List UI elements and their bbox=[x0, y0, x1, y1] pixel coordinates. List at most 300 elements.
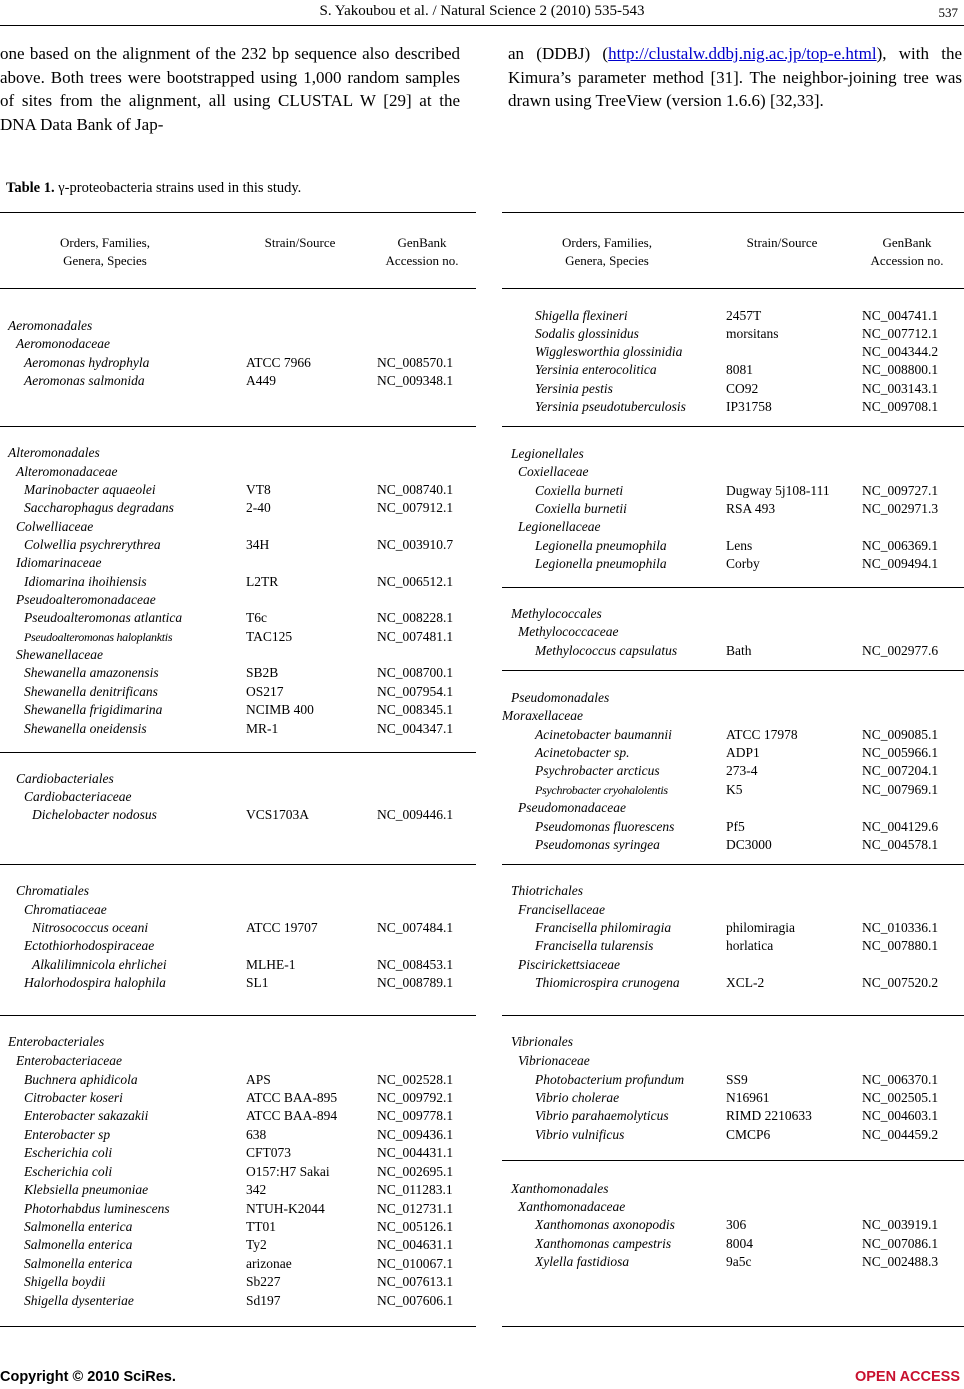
page-number: 537 bbox=[938, 5, 958, 20]
accession-number: NC_005126.1 bbox=[377, 1219, 454, 1234]
table-row bbox=[0, 683, 476, 701]
strain-source: NTUH-K2044 bbox=[246, 1201, 325, 1216]
col-header-genbank-line1: GenBank bbox=[882, 235, 932, 250]
table-row bbox=[502, 605, 964, 623]
strain-source: OS217 bbox=[246, 684, 284, 699]
species-name: Vibrio vulnificus bbox=[535, 1127, 625, 1142]
strain-source: 2457T bbox=[726, 308, 762, 323]
species-name: Shewanella amazonensis bbox=[24, 665, 159, 680]
species-name: Salmonella enterica bbox=[24, 1237, 133, 1252]
table-row bbox=[0, 646, 476, 664]
accession-number: NC_009446.1 bbox=[377, 807, 454, 822]
table-caption-text: γ-proteobacteria strains used in this study. bbox=[54, 180, 302, 196]
taxon-group-name: Legionellaceae bbox=[518, 519, 601, 534]
table-row bbox=[0, 1181, 476, 1199]
accession-number: NC_004459.2 bbox=[862, 1127, 939, 1142]
strain-source: 306 bbox=[726, 1217, 747, 1232]
accession-number: NC_007481.1 bbox=[377, 629, 454, 644]
species-name: Acinetobacter sp. bbox=[535, 745, 630, 760]
strain-source: RIMD 2210633 bbox=[726, 1108, 812, 1123]
taxon-group-name: Moraxellaceae bbox=[502, 708, 583, 723]
accession-number: NC_007880.1 bbox=[862, 938, 939, 953]
col-header-genbank-line2: Accession no. bbox=[385, 253, 459, 268]
strain-source: IP31758 bbox=[726, 399, 772, 414]
taxon-group-name: Chromatiales bbox=[16, 883, 90, 898]
table-row bbox=[502, 1216, 964, 1234]
accession-number: NC_009778.1 bbox=[377, 1108, 454, 1123]
accession-number: NC_007484.1 bbox=[377, 920, 454, 935]
strain-source: MR-1 bbox=[246, 721, 279, 736]
strain-source: Ty2 bbox=[246, 1237, 267, 1252]
table-row bbox=[0, 1292, 476, 1310]
table-top-rule bbox=[502, 212, 964, 213]
strain-source: horlatica bbox=[726, 938, 774, 953]
table-row bbox=[0, 1236, 476, 1254]
accession-number: NC_006370.1 bbox=[862, 1072, 939, 1087]
strain-source: CFT073 bbox=[246, 1145, 292, 1160]
species-name: Escherichia coli bbox=[24, 1164, 113, 1179]
table-row bbox=[0, 901, 476, 919]
table-row bbox=[0, 536, 476, 554]
accession-number: NC_005966.1 bbox=[862, 745, 939, 760]
table-caption bbox=[6, 180, 301, 197]
accession-number: NC_008228.1 bbox=[377, 610, 454, 625]
accession-number: NC_008740.1 bbox=[377, 482, 454, 497]
section-rule bbox=[502, 670, 964, 671]
col-header-taxon-line2: Genera, Species bbox=[565, 253, 649, 268]
species-name: Legionella pneumophila bbox=[535, 538, 667, 553]
species-name: Shewanella oneidensis bbox=[24, 721, 147, 736]
table-row bbox=[502, 762, 964, 780]
accession-number: NC_004578.1 bbox=[862, 837, 939, 852]
clustalw-link[interactable]: http://clustalw.ddbj.nig.ac.jp/top-e.html bbox=[608, 44, 877, 63]
accession-number: NC_002505.1 bbox=[862, 1090, 939, 1105]
accession-number: NC_004347.1 bbox=[377, 721, 454, 736]
strain-source: DC3000 bbox=[726, 837, 772, 852]
species-name: Yersinia pseudotuberculosis bbox=[535, 399, 686, 414]
taxon-group-name: Coxiellaceae bbox=[518, 464, 589, 479]
species-name: Shigella boydii bbox=[24, 1274, 106, 1289]
table-row bbox=[502, 361, 964, 379]
table-row bbox=[502, 882, 964, 900]
strain-source: 8081 bbox=[726, 362, 753, 377]
table-row bbox=[502, 1198, 964, 1216]
table-row bbox=[0, 372, 476, 390]
table-row bbox=[502, 642, 964, 660]
accession-number: NC_012731.1 bbox=[377, 1201, 454, 1216]
species-name: Coxiella burneti bbox=[535, 483, 624, 498]
table-row bbox=[502, 836, 964, 854]
taxon-group-name: Vibrionaceae bbox=[518, 1053, 590, 1068]
taxon-group-name: Aeromonadales bbox=[8, 318, 93, 333]
accession-number: NC_011283.1 bbox=[377, 1182, 453, 1197]
species-name: Thiomicrospira crunogena bbox=[535, 975, 680, 990]
accession-number: NC_002488.3 bbox=[862, 1254, 939, 1269]
header-bottom-rule bbox=[0, 288, 476, 289]
section-rule bbox=[0, 864, 476, 865]
species-name: Salmonella enterica bbox=[24, 1256, 133, 1271]
table-row bbox=[0, 518, 476, 536]
species-name: Salmonella enterica bbox=[24, 1219, 133, 1234]
table-row bbox=[502, 956, 964, 974]
species-name: Colwellia psychrerythrea bbox=[24, 537, 161, 552]
table-bottom-rule bbox=[502, 1326, 964, 1327]
strain-source: APS bbox=[246, 1072, 271, 1087]
table-row bbox=[0, 1200, 476, 1218]
species-name: Shigella flexineri bbox=[535, 308, 628, 323]
strain-source: Lens bbox=[726, 538, 753, 553]
table-row bbox=[502, 901, 964, 919]
accession-number: NC_007712.1 bbox=[862, 326, 939, 341]
accession-number: NC_002695.1 bbox=[377, 1164, 454, 1179]
accession-number: NC_009792.1 bbox=[377, 1090, 454, 1105]
table-row bbox=[0, 463, 476, 481]
table-row bbox=[502, 1089, 964, 1107]
strain-source: Sd197 bbox=[246, 1293, 281, 1308]
strain-source: ATCC 19707 bbox=[246, 920, 318, 935]
table-row bbox=[0, 609, 476, 627]
taxon-group-name: Alteromonadaceae bbox=[16, 464, 118, 479]
table-row bbox=[502, 555, 964, 573]
strain-source: Sb227 bbox=[246, 1274, 281, 1289]
table-panel-right bbox=[502, 212, 964, 1326]
table-row bbox=[502, 1107, 964, 1125]
taxon-group-name: Pseudomonadales bbox=[511, 690, 610, 705]
table-row bbox=[502, 500, 964, 518]
accession-number: NC_009085.1 bbox=[862, 727, 939, 742]
col-header-strain: Strain/Source bbox=[746, 235, 818, 250]
accession-number: NC_010067.1 bbox=[377, 1256, 454, 1271]
accession-number: NC_008345.1 bbox=[377, 702, 454, 717]
section-rule bbox=[502, 1160, 964, 1161]
table-row bbox=[502, 707, 964, 725]
strain-source: T6c bbox=[246, 610, 267, 625]
strain-source: RSA 493 bbox=[726, 501, 776, 516]
table-row bbox=[0, 1089, 476, 1107]
table-row bbox=[0, 628, 476, 646]
strain-source: 2-40 bbox=[246, 500, 271, 515]
section-rule bbox=[502, 864, 964, 865]
table-row bbox=[502, 1253, 964, 1271]
table-row bbox=[0, 1107, 476, 1125]
accession-number: NC_004603.1 bbox=[862, 1108, 939, 1123]
strain-source: philomiragia bbox=[726, 920, 795, 935]
table-row bbox=[0, 664, 476, 682]
table-row bbox=[0, 354, 476, 372]
accession-number: NC_007954.1 bbox=[377, 684, 454, 699]
taxon-group-name: Methylococcales bbox=[511, 606, 602, 621]
col-header-taxon bbox=[20, 234, 190, 270]
table-row bbox=[0, 701, 476, 719]
strain-source: TT01 bbox=[246, 1219, 276, 1234]
species-name: Sodalis glossinidus bbox=[535, 326, 639, 341]
table-panel-left bbox=[0, 212, 476, 1326]
species-name: Citrobacter koseri bbox=[24, 1090, 123, 1105]
table-row bbox=[502, 482, 964, 500]
table-row bbox=[502, 1052, 964, 1070]
col-header-taxon-line1: Orders, Families, bbox=[562, 235, 652, 250]
table-caption-label: Table 1. bbox=[6, 180, 55, 196]
species-name: Pseudomonas fluorescens bbox=[535, 819, 675, 834]
accession-number: NC_004631.1 bbox=[377, 1237, 454, 1252]
accession-number: NC_002977.6 bbox=[862, 643, 939, 658]
table-row bbox=[0, 554, 476, 572]
open-access-label: OPEN ACCESS bbox=[854, 1369, 960, 1385]
table-row bbox=[502, 974, 964, 992]
species-name: Aeromonas hydrophyla bbox=[24, 355, 150, 370]
section-rule bbox=[0, 426, 476, 427]
body-text-right-post: ), with the Kimura’s parameter method [31]. The neighbor-joining tree was drawn using TreeView (version 1.6.6) [32,33]. bbox=[508, 44, 962, 110]
accession-number: NC_009436.1 bbox=[377, 1127, 454, 1142]
accession-number: NC_003919.1 bbox=[862, 1217, 939, 1232]
table-row bbox=[502, 623, 964, 641]
taxon-group-name: Xanthomonadales bbox=[511, 1181, 609, 1196]
table-row bbox=[0, 720, 476, 738]
species-name: Alkalilimnicola ehrlichei bbox=[32, 957, 167, 972]
accession-number: NC_004129.6 bbox=[862, 819, 939, 834]
accession-number: NC_004344.2 bbox=[862, 344, 939, 359]
taxon-group-name: Enterobacteriales bbox=[8, 1034, 105, 1049]
species-name: Francisella tularensis bbox=[535, 938, 654, 953]
body-text-right-pre: an (DDBJ) ( bbox=[508, 44, 609, 63]
table-row bbox=[0, 573, 476, 591]
strain-source: CMCP6 bbox=[726, 1127, 771, 1142]
table-row bbox=[502, 325, 964, 343]
species-name: Enterobacter sakazakii bbox=[24, 1108, 149, 1123]
table-row bbox=[0, 1126, 476, 1144]
accession-number: NC_008789.1 bbox=[377, 975, 454, 990]
accession-number: NC_007204.1 bbox=[862, 763, 939, 778]
table-row bbox=[502, 919, 964, 937]
table-top-rule bbox=[0, 212, 476, 213]
species-name: Buchnera aphidicola bbox=[24, 1072, 138, 1087]
strain-source: SS9 bbox=[726, 1072, 748, 1087]
taxon-group-name: Pseudoalteromonadaceae bbox=[16, 592, 156, 607]
strain-source: SL1 bbox=[246, 975, 269, 990]
table-row bbox=[502, 726, 964, 744]
section-rule bbox=[502, 426, 964, 427]
table-row bbox=[502, 1180, 964, 1198]
table-row bbox=[0, 444, 476, 462]
species-name: Vibrio parahaemolyticus bbox=[535, 1108, 669, 1123]
strain-source: XCL-2 bbox=[726, 975, 765, 990]
strain-source: ATCC BAA-895 bbox=[246, 1090, 338, 1105]
table-row bbox=[0, 937, 476, 955]
strain-source: morsitans bbox=[726, 326, 779, 341]
section-rule bbox=[0, 752, 476, 753]
species-name: Dichelobacter nodosus bbox=[32, 807, 157, 822]
taxon-group-name: Thiotrichales bbox=[511, 883, 584, 898]
species-name: Legionella pneumophila bbox=[535, 556, 667, 571]
table-row bbox=[502, 398, 964, 416]
accession-number: NC_007520.2 bbox=[862, 975, 939, 990]
page-footer bbox=[0, 1369, 964, 1389]
accession-number: NC_007613.1 bbox=[377, 1274, 454, 1289]
accession-number: NC_004741.1 bbox=[862, 308, 939, 323]
taxon-group-name: Chromatiaceae bbox=[24, 902, 107, 917]
table-row bbox=[0, 806, 476, 824]
strain-source: NCIMB 400 bbox=[246, 702, 314, 717]
taxon-group-name: Enterobacteriaceae bbox=[16, 1053, 122, 1068]
col-header-genbank bbox=[856, 234, 958, 270]
strain-source: 34H bbox=[246, 537, 270, 552]
body-text-right bbox=[508, 42, 962, 113]
taxon-group-name: Cardiobacteriaceae bbox=[24, 789, 132, 804]
col-header-taxon bbox=[522, 234, 692, 270]
strain-source: L2TR bbox=[246, 574, 279, 589]
table-row bbox=[0, 956, 476, 974]
table-row bbox=[0, 317, 476, 335]
species-name: Wigglesworthia glossinidia bbox=[535, 344, 683, 359]
table-row bbox=[0, 1273, 476, 1291]
taxon-group-name: Vibrionales bbox=[511, 1034, 573, 1049]
species-name: Aeromonas salmonida bbox=[24, 373, 145, 388]
header-bottom-rule bbox=[502, 288, 964, 289]
col-header-genbank bbox=[372, 234, 472, 270]
species-name: Acinetobacter baumannii bbox=[535, 727, 672, 742]
species-name: Xylella fastidiosa bbox=[535, 1254, 630, 1269]
species-name: Psychrobacter arcticus bbox=[535, 763, 660, 778]
species-name: Nitrosococcus oceani bbox=[32, 920, 149, 935]
species-name: Photobacterium profundum bbox=[535, 1072, 685, 1087]
strain-source: ADP1 bbox=[726, 745, 760, 760]
accession-number: NC_009494.1 bbox=[862, 556, 939, 571]
col-header-genbank-line2: Accession no. bbox=[870, 253, 944, 268]
table-row bbox=[502, 781, 964, 799]
table-row bbox=[502, 818, 964, 836]
strain-source: SB2B bbox=[246, 665, 279, 680]
table-row bbox=[502, 445, 964, 463]
table-row bbox=[0, 1218, 476, 1236]
species-name: Escherichia coli bbox=[24, 1145, 113, 1160]
table-row bbox=[0, 335, 476, 353]
table-row bbox=[502, 1071, 964, 1089]
accession-number: NC_002528.1 bbox=[377, 1072, 454, 1087]
accession-number: NC_007606.1 bbox=[377, 1293, 454, 1308]
species-name: Saccharophagus degradans bbox=[24, 500, 174, 515]
accession-number: NC_009708.1 bbox=[862, 399, 939, 414]
table-row bbox=[502, 744, 964, 762]
species-name: Shewanella frigidimarina bbox=[24, 702, 163, 717]
table-row bbox=[502, 1235, 964, 1253]
accession-number: NC_009727.1 bbox=[862, 483, 939, 498]
accession-number: NC_008453.1 bbox=[377, 957, 454, 972]
accession-number: NC_007912.1 bbox=[377, 500, 454, 515]
taxon-group-name: Methylococcaceae bbox=[518, 624, 619, 639]
species-name: Halorhodospira halophila bbox=[24, 975, 166, 990]
strain-source: CO92 bbox=[726, 381, 759, 396]
table-row bbox=[502, 380, 964, 398]
table-row bbox=[0, 770, 476, 788]
strain-source: A449 bbox=[246, 373, 276, 388]
taxon-group-name: Legionellales bbox=[511, 446, 584, 461]
section-rule bbox=[502, 1015, 964, 1016]
table-row bbox=[0, 1163, 476, 1181]
table-row bbox=[0, 1255, 476, 1273]
species-name: Pseudomonas syringea bbox=[535, 837, 660, 852]
body-text-left: one based on the alignment of the 232 bp sequence also described above. Both trees were bootstrapped using 1,000 random samples of sites from the alignment, all using CLUSTAL W [29] at the DNA Data Bank of Jap- bbox=[0, 44, 460, 134]
taxon-group-name: Francisellaceae bbox=[518, 902, 605, 917]
species-name: Enterobacter sp bbox=[24, 1127, 111, 1142]
table-row bbox=[502, 343, 964, 361]
strain-source: O157:H7 Sakai bbox=[246, 1164, 330, 1179]
copyright: Copyright © 2010 SciRes. bbox=[0, 1369, 176, 1385]
species-name: Psychrobacter cryohalolentis bbox=[535, 783, 668, 797]
strain-source: 638 bbox=[246, 1127, 267, 1142]
strain-source: 8004 bbox=[726, 1236, 753, 1251]
table-row bbox=[0, 1033, 476, 1051]
species-name: Klebsiella pneumoniae bbox=[24, 1182, 149, 1197]
strain-source: VCS1703A bbox=[246, 807, 310, 822]
strain-source: Bath bbox=[726, 643, 752, 658]
col-header-taxon-line2: Genera, Species bbox=[63, 253, 147, 268]
running-title: S. Yakoubou et al. / Natural Science 2 (2010) 535-543 bbox=[319, 3, 645, 19]
table-row bbox=[0, 1052, 476, 1070]
species-name: Shewanella denitrificans bbox=[24, 684, 158, 699]
strain-source: Pf5 bbox=[726, 819, 745, 834]
species-name: Pseudoalteromonas atlantica bbox=[24, 610, 183, 625]
species-name: Photorhabdus luminescens bbox=[24, 1201, 170, 1216]
section-rule bbox=[0, 1015, 476, 1016]
strain-source: N16961 bbox=[726, 1090, 770, 1105]
species-name: Marinobacter aquaeolei bbox=[24, 482, 156, 497]
taxon-group-name: Alteromonadales bbox=[8, 445, 100, 460]
species-name: Pseudoalteromonas haloplanktis bbox=[24, 630, 173, 644]
accession-number: NC_003143.1 bbox=[862, 381, 939, 396]
col-header-strain: Strain/Source bbox=[264, 235, 336, 250]
species-name: Idiomarina ihoihiensis bbox=[24, 574, 147, 589]
strain-source: arizonae bbox=[246, 1256, 292, 1271]
taxon-group-name: Idiomarinaceae bbox=[16, 555, 102, 570]
accession-number: NC_010336.1 bbox=[862, 920, 939, 935]
strain-source: ATCC 17978 bbox=[726, 727, 798, 742]
taxon-group-name: Xanthomonadaceae bbox=[518, 1199, 626, 1214]
taxon-group-name: Shewanellaceae bbox=[16, 647, 103, 662]
species-name: Xanthomonas campestris bbox=[535, 1236, 672, 1251]
table-row bbox=[502, 689, 964, 707]
table-row bbox=[0, 481, 476, 499]
taxon-group-name: Aeromonodaceae bbox=[16, 336, 110, 351]
species-name: Yersinia enterocolitica bbox=[535, 362, 657, 377]
strain-source: TAC125 bbox=[246, 629, 293, 644]
species-name: Coxiella burnetii bbox=[535, 501, 627, 516]
species-name: Vibrio cholerae bbox=[535, 1090, 620, 1105]
species-name: Xanthomonas axonopodis bbox=[535, 1217, 675, 1232]
accession-number: NC_006512.1 bbox=[377, 574, 454, 589]
table-row bbox=[0, 919, 476, 937]
table-row bbox=[0, 499, 476, 517]
running-header bbox=[0, 3, 964, 23]
table-row bbox=[502, 463, 964, 481]
taxon-group-name: Cardiobacteriales bbox=[16, 771, 114, 786]
header-rule bbox=[0, 25, 964, 26]
table-row bbox=[502, 518, 964, 536]
accession-number: NC_008570.1 bbox=[377, 355, 454, 370]
species-name: Shigella dysenteriae bbox=[24, 1293, 134, 1308]
table-row bbox=[0, 882, 476, 900]
table-bottom-rule bbox=[0, 1326, 476, 1327]
col-header-taxon-line1: Orders, Families, bbox=[60, 235, 150, 250]
table-row bbox=[502, 937, 964, 955]
accession-number: NC_007969.1 bbox=[862, 782, 939, 797]
table-row bbox=[0, 1144, 476, 1162]
col-header-genbank-line1: GenBank bbox=[397, 235, 447, 250]
strain-source: ATCC 7966 bbox=[246, 355, 311, 370]
taxon-group-name: Pseudomonadaceae bbox=[518, 800, 626, 815]
table-row bbox=[0, 974, 476, 992]
strain-source: 342 bbox=[246, 1182, 267, 1197]
table-row bbox=[0, 1071, 476, 1089]
